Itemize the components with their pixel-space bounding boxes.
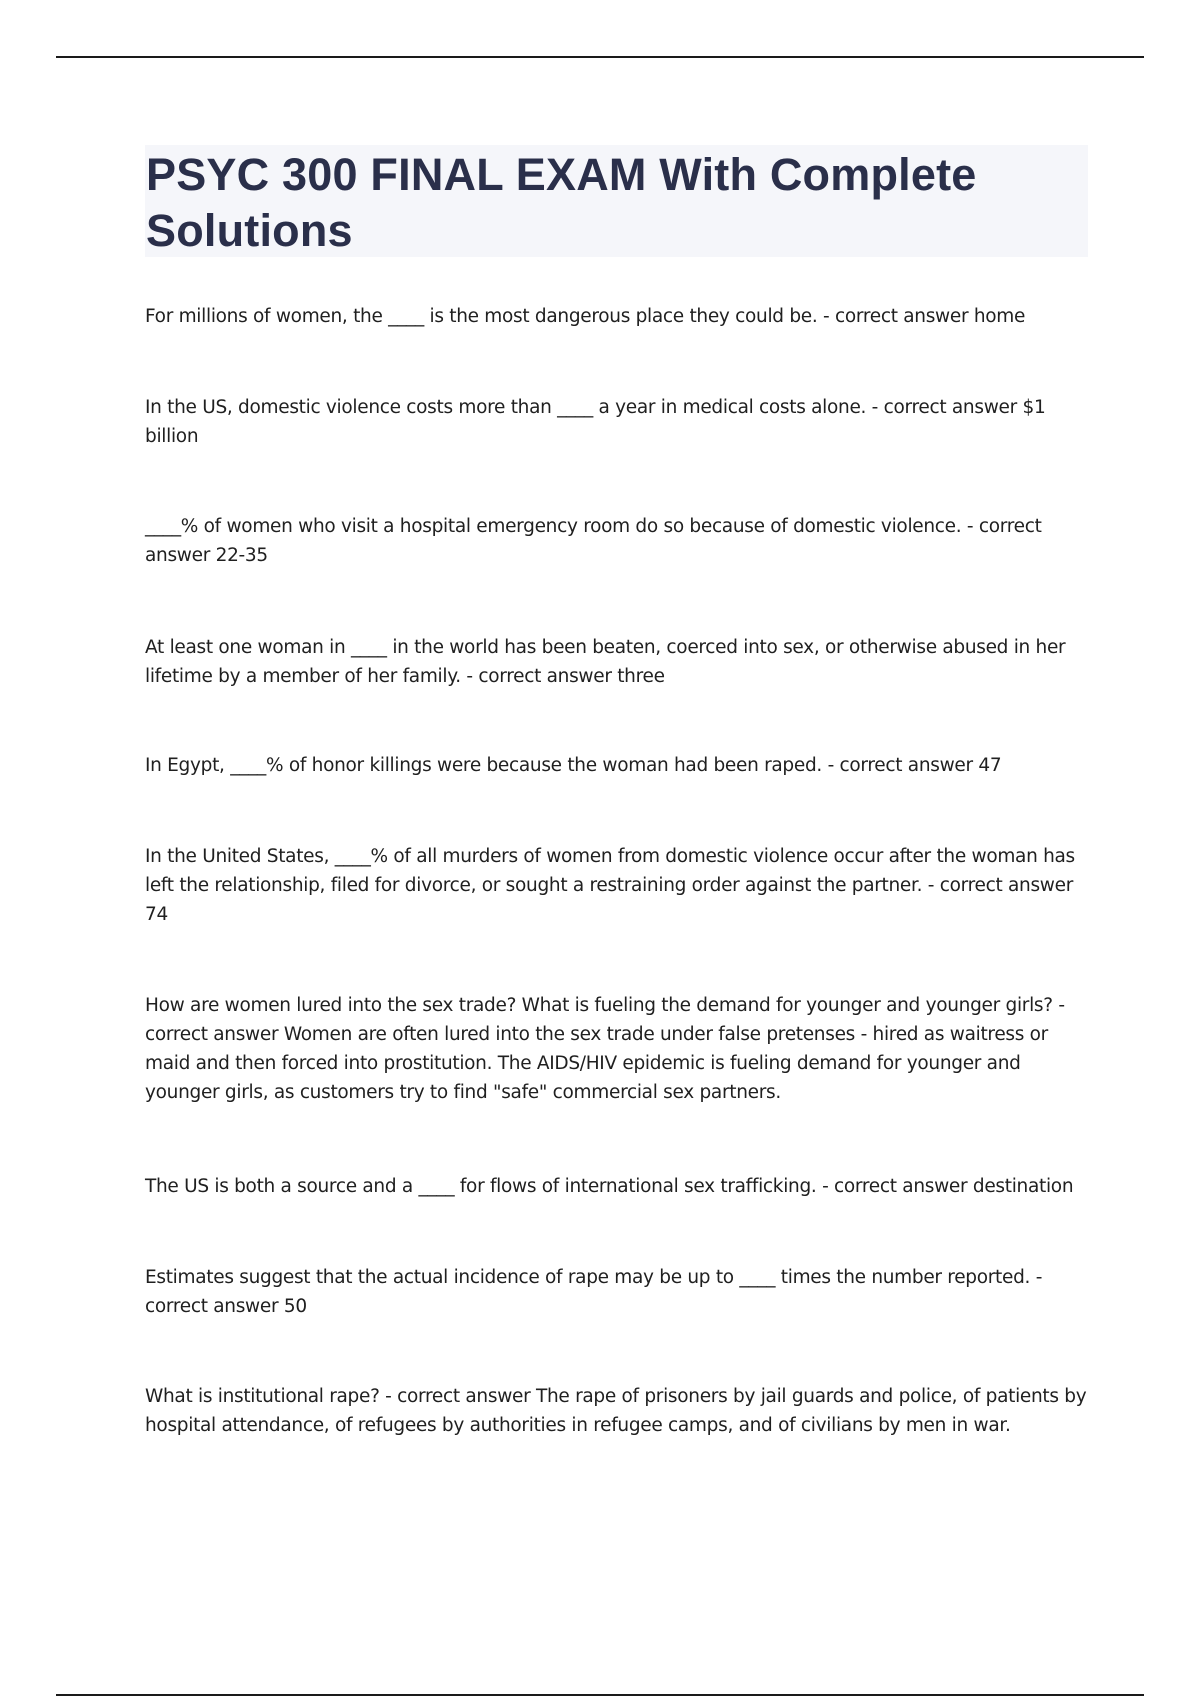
bottom-divider bbox=[56, 1694, 1144, 1696]
qa-item: How are women lured into the sex trade? What is fueling the demand for younger and younger girls? - correct answer Women are often lured into the sex trade under false pretenses - hired as waitress or maid and then forced into prostitution. The AIDS/HIV epidemic is fueling demand for younger and younger girls, as customers try to find "safe" commercial sex partners. bbox=[145, 995, 1065, 1103]
qa-item: At least one woman in ____ in the world has been beaten, coerced into sex, or otherwise abused in her lifetime by a member of her family. - correct answer three bbox=[145, 637, 1066, 687]
qa-item: The US is both a source and a ____ for flows of international sex trafficking. - correct answer destination bbox=[145, 1176, 1074, 1197]
qa-item: In Egypt, ____% of honor killings were because the woman had been raped. - correct answer 47 bbox=[145, 755, 1002, 776]
top-divider bbox=[56, 56, 1144, 58]
qa-item: For millions of women, the ____ is the most dangerous place they could be. - correct answer home bbox=[145, 306, 1026, 327]
qa-item: Estimates suggest that the actual incidence of rape may be up to ____ times the number reported. - correct answer 50 bbox=[145, 1267, 1043, 1317]
title-banner bbox=[145, 145, 1088, 257]
qa-item: In the US, domestic violence costs more than ____ a year in medical costs alone. - correct answer $1 billion bbox=[145, 397, 1046, 447]
document-title: PSYC 300 FINAL EXAM With Complete Solutions bbox=[146, 149, 977, 256]
qa-item: ____% of women who visit a hospital emergency room do so because of domestic violence. - correct answer 22-35 bbox=[145, 516, 1042, 566]
qa-item: What is institutional rape? - correct answer The rape of prisoners by jail guards and police, of patients by hospital attendance, of refugees by authorities in refugee camps, and of civilians by men in war. bbox=[145, 1386, 1087, 1436]
qa-item: In the United States, ____% of all murders of women from domestic violence occur after the woman has left the relationship, filed for divorce, or sought a restraining order against the partner. - correct answer 74 bbox=[145, 846, 1075, 925]
